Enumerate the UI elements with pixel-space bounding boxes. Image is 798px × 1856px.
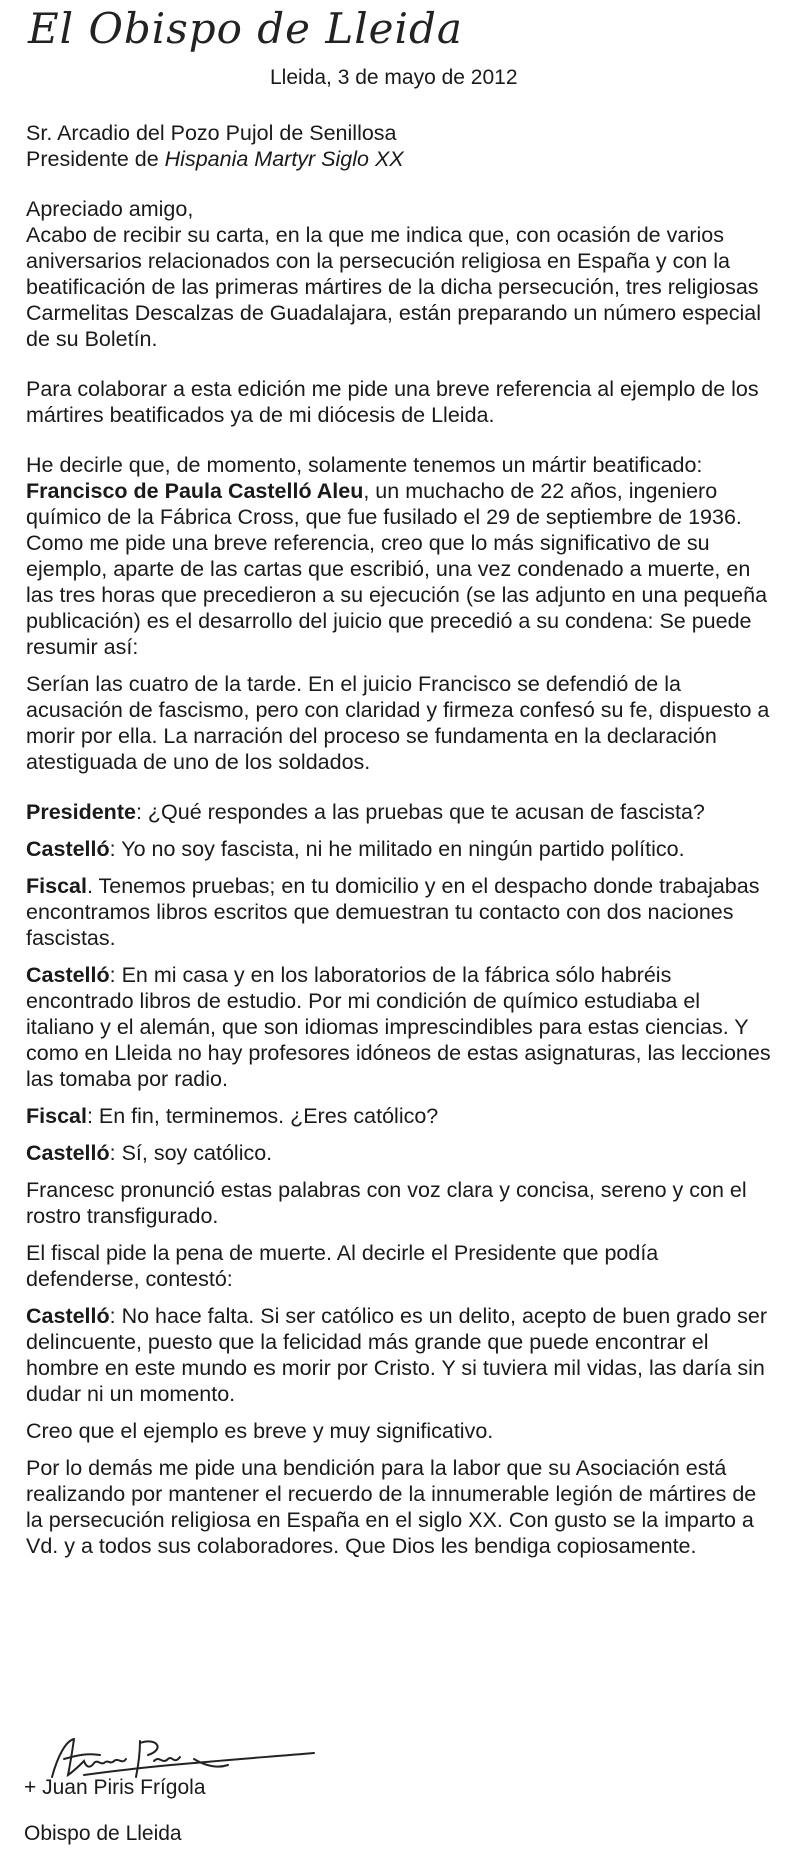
paragraph-7: Creo que el ejemplo es breve y muy significativo.: [26, 1419, 494, 1443]
letterhead: El Obispo de Lleida: [28, 4, 463, 53]
paragraph-6: El fiscal pide la pena de muerte. Al decirle el Presidente que podía defenderse, contestó:: [26, 1241, 659, 1291]
signer-title: Obispo de Lleida: [24, 1822, 182, 1845]
greeting: Apreciado amigo,: [26, 197, 194, 221]
paragraph-8: Por lo demás me pide una bendición para la labor que su Asociación está realizando por mantener el recuerdo de la innumerable legión de mártires de la persecución religiosa en España en el siglo XX. Con gusto se la imparto a Vd. y a todos sus colaboradores. Que Dios les bendiga copiosamente.: [26, 1456, 757, 1558]
dialogue-line: Fiscal. Tenemos pruebas; en tu domicilio y en el despacho donde trabajabas encontramos libros escritos que demuestran tu contacto con dos naciones fascistas.: [26, 874, 760, 950]
dialogue-line: Fiscal: En fin, terminemos. ¿Eres católico?: [26, 1104, 439, 1128]
paragraph-1: Acabo de recibir su carta, en la que me indica que, con ocasión de varios aniversarios relacionados con la persecución religiosa en España y con la beatificación de las primeras mártires de la dicha persecución, tres religiosas Carmelitas Descalzas de Guadalajara, están preparando un número especial de su Boletín.: [26, 223, 761, 351]
letter-date: Lleida, 3 de mayo de 2012: [270, 66, 518, 89]
martyr-name: Francisco de Paula Castelló Aleu: [26, 479, 364, 503]
paragraph-5: Francesc pronunció estas palabras con voz clara y concisa, sereno y con el rostro transfigurado.: [26, 1178, 747, 1228]
dialogue-line: Castelló: En mi casa y en los laboratorios de la fábrica sólo habréis encontrado libros de estudio. Por mi condición de químico estudiaba el italiano y el alemán, que son idiomas imprescindibles para estas ciencias. Y como en Lleida no hay profesores idóneos de estas asignaturas, las lecciones las tomaba por radio.: [26, 963, 771, 1091]
paragraph-3: He decirle que, de momento, solamente tenemos un mártir beatificado: Francisco de Paula Castelló Aleu, un muchacho de 22 años, ingeniero químico de la Fábrica Cross, que fue fusilado el 29 de septiembre de 1936. Como me pide una breve referencia, creo que lo más significativo de su ejemplo, aparte de las cartas que escribió, una vez condenado a muerte, en las tres horas que precedieron a su ejecución (se las adjunto en una pequeña publicación) es el desarrollo del juicio que precedió a su condena: Se puede resumir así:: [26, 453, 768, 659]
dialogue-line: Presidente: ¿Qué respondes a las pruebas que te acusan de fascista?: [26, 800, 705, 824]
recipient-title-prefix: Presidente de: [26, 147, 165, 171]
recipient-name: Sr. Arcadio del Pozo Pujol de Senillosa: [26, 121, 397, 145]
dialogue-line: Castelló: Sí, soy católico.: [26, 1141, 273, 1165]
paragraph-2: Para colaborar a esta edición me pide una breve referencia al ejemplo de los mártires beatificados ya de mi diócesis de Lleida.: [26, 377, 759, 427]
recipient-organization: Hispania Martyr Siglo XX: [164, 147, 404, 171]
dialogue-line: Castelló: Yo no soy fascista, ni he militado en ningún partido político.: [26, 837, 685, 861]
letter-body: [26, 120, 774, 1570]
final-reply: Castelló: No hace falta. Si ser católico es un delito, acepto de buen grado ser delincuente, puesto que la felicidad más grande que puede encontrar el hombre en este mundo es morir por Cristo. Y si tuviera mil vidas, las daría sin dudar ni un momento.: [26, 1304, 767, 1406]
recipient-block: [26, 120, 774, 172]
signer-name: + Juan Piris Frígola: [24, 1776, 206, 1799]
paragraph-4: Serían las cuatro de la tarde. En el juicio Francisco se defendió de la acusación de fascismo, pero con claridad y firmeza confesó su fe, dispuesto a morir por ella. La narración del proceso se fundamenta en la declaración atestiguada de uno de los soldados.: [26, 672, 770, 774]
